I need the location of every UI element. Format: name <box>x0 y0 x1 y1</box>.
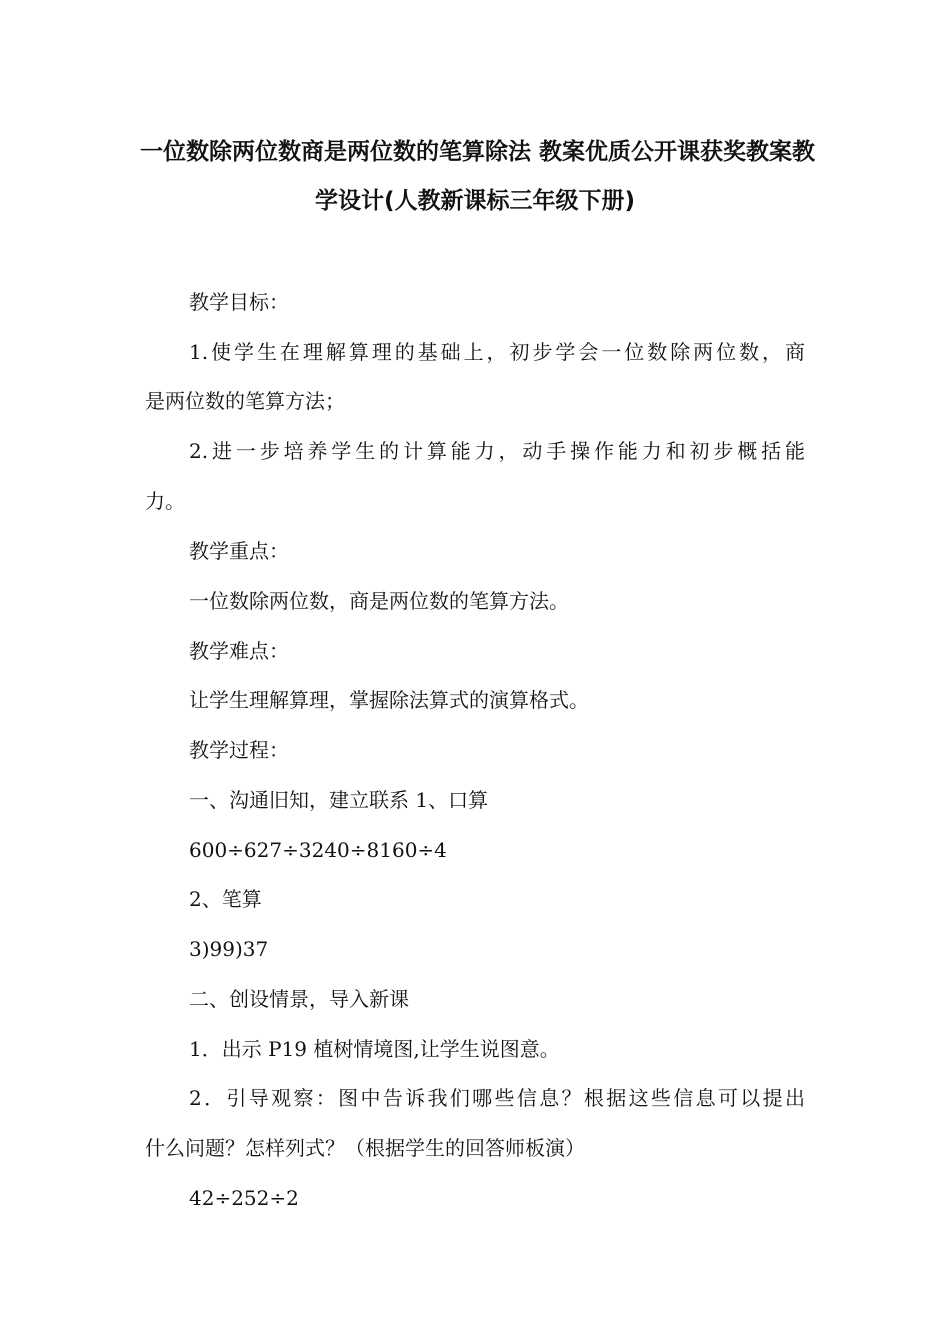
step-1: 1．出示 P19 植树情境图,让学生说图意。 <box>189 1037 560 1061</box>
step-2-line-1: 2．引导观察：图中告诉我们哪些信息？根据这些信息可以提出 <box>189 1086 805 1110</box>
final-calculation: 42÷252÷2 <box>189 1186 299 1210</box>
document-title-line-1: 一位数除两位数商是两位数的笔算除法 教案优质公开课获奖教案教 <box>140 139 816 165</box>
oral-calculation: 600÷627÷3240÷8160÷4 <box>189 838 447 862</box>
step-2-line-2: 什么问题？怎样列式？（根据学生的回答师板演） <box>145 1136 585 1160</box>
written-calculation: 3)99)37 <box>189 937 269 961</box>
goal-2-line-1: 2.进一步培养学生的计算能力，动手操作能力和初步概括能 <box>189 439 805 463</box>
section-2-heading: 二、创设情景，导入新课 <box>189 987 409 1011</box>
written-calculation-heading: 2、笔算 <box>189 887 262 911</box>
goal-1-line-1: 1.使学生在理解算理的基础上，初步学会一位数除两位数，商 <box>189 340 805 364</box>
goal-2-line-2: 力。 <box>145 489 185 513</box>
goal-1-line-2: 是两位数的笔算方法； <box>145 389 345 413</box>
document-title-line-2: 学设计(人教新课标三年级下册) <box>314 188 636 214</box>
key-heading: 教学重点： <box>189 539 289 563</box>
difficulty-text: 让学生理解算理，掌握除法算式的演算格式。 <box>189 688 589 712</box>
process-heading: 教学过程： <box>189 738 289 762</box>
difficulty-heading: 教学难点： <box>189 639 289 663</box>
key-text: 一位数除两位数，商是两位数的笔算方法。 <box>189 589 569 613</box>
goal-heading: 教学目标： <box>189 290 289 314</box>
section-1-heading: 一、沟通旧知，建立联系 1、口算 <box>189 788 489 812</box>
